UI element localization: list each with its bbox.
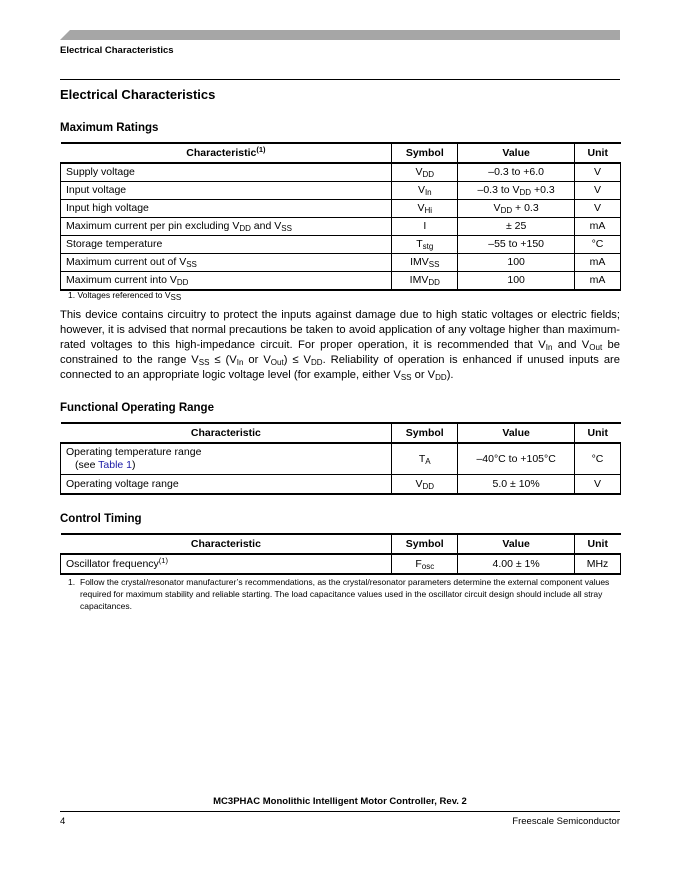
- col-value: Value: [458, 143, 575, 163]
- page-number: 4: [60, 816, 66, 827]
- col-characteristic: Characteristic: [61, 423, 392, 443]
- table-row: Maximum current into $V_{DD}$ $IMV_{DD}$ 100 mA: [61, 272, 621, 291]
- col-value: Value: [458, 423, 575, 443]
- table-row: Oscillator frequency$^{(1)}$ $F_{osc}$ 4.00 ± 1% MHz: [61, 554, 621, 574]
- header-bar: [60, 30, 620, 40]
- control-timing-title: Control Timing: [60, 513, 142, 525]
- table-row: Supply voltage $V_{DD}$ –0.3 to +6.0 V: [61, 163, 621, 182]
- table-row: Maximum current out of $V_{SS}$ $IMV_{SS}$ 100 mA: [61, 254, 621, 272]
- col-symbol: Symbol: [392, 143, 458, 163]
- functional-range-title: Functional Operating Range: [60, 402, 214, 414]
- col-symbol: Symbol: [392, 423, 458, 443]
- max-ratings-table: [60, 142, 621, 291]
- footer-doc-title: MC3PHAC Monolithic Intelligent Motor Controller, Rev. 2: [213, 796, 467, 807]
- col-unit: Unit: [575, 143, 621, 163]
- col-unit: Unit: [575, 534, 621, 554]
- table-row: Operating temperature range (see Table 1) $T_A$ –40°C to +105°C °C: [61, 443, 621, 475]
- table-row: Input voltage $V_{In}$ –0.3 to $V_{DD} +0.3$ V: [61, 182, 621, 200]
- table-header-row: [61, 143, 621, 163]
- protection-paragraph: This device contains circuitry to protect the inputs against damage due to high static voltages or electric fields; however, it is advised that normal precautions be taken to avoid application of any voltage higher than maximum-rated voltages to this high-impedance circuit. For proper operation, it is recommended that $V_{In}$ and $V_{Out}$ be constrained to the range $V_{SS} \le (V_{In}$ or $V_{Out}) \le V_{DD}$. Reliability of operation is enhanced if unused inputs are connected to an appropriate logic voltage level (for example, either $V_{SS}$ or $V_{DD}$).: [60, 309, 620, 382]
- section-title: Electrical Characteristics: [60, 87, 216, 102]
- table-row: Maximum current per pin excluding $V_{DD}$ and $V_{SS}$ I ± 25 mA: [61, 218, 621, 236]
- company-name: Freescale Semiconductor: [512, 816, 620, 827]
- col-unit: Unit: [575, 423, 621, 443]
- footer-rule: [60, 811, 620, 812]
- col-value: Value: [458, 534, 575, 554]
- control-timing-footnote: 1. Follow the crystal/resonator manufacturer’s recommendations, as the crystal/resonator parameters determine the external component values required for maximum stability and reliable starting. The load capacitance values used in the oscillator circuit design should include all stray capacitances.: [68, 577, 610, 611]
- header-rule: [60, 79, 620, 80]
- table-header-row: [61, 423, 621, 443]
- col-symbol: Symbol: [392, 534, 458, 554]
- table-row: Input high voltage $V_{Hi}$ $V_{DD} + 0.3$ V: [61, 200, 621, 218]
- col-characteristic: Characteristic$^{(1)}$: [61, 143, 392, 163]
- table-row: Operating voltage range $V_{DD}$ 5.0 ± 10% V: [61, 475, 621, 495]
- col-characteristic: Characteristic: [61, 534, 392, 554]
- max-ratings-title: Maximum Ratings: [60, 122, 159, 134]
- table-1-link[interactable]: Table 1: [98, 459, 133, 471]
- control-timing-table: [60, 533, 621, 575]
- table-row: Storage temperature $T_{stg}$ –55 to +150 °C: [61, 236, 621, 254]
- running-header: Electrical Characteristics: [60, 45, 174, 56]
- functional-range-table: [60, 422, 621, 495]
- table-header-row: [61, 534, 621, 554]
- max-ratings-footnote: 1. Voltages referenced to $V_{SS}$: [68, 290, 182, 302]
